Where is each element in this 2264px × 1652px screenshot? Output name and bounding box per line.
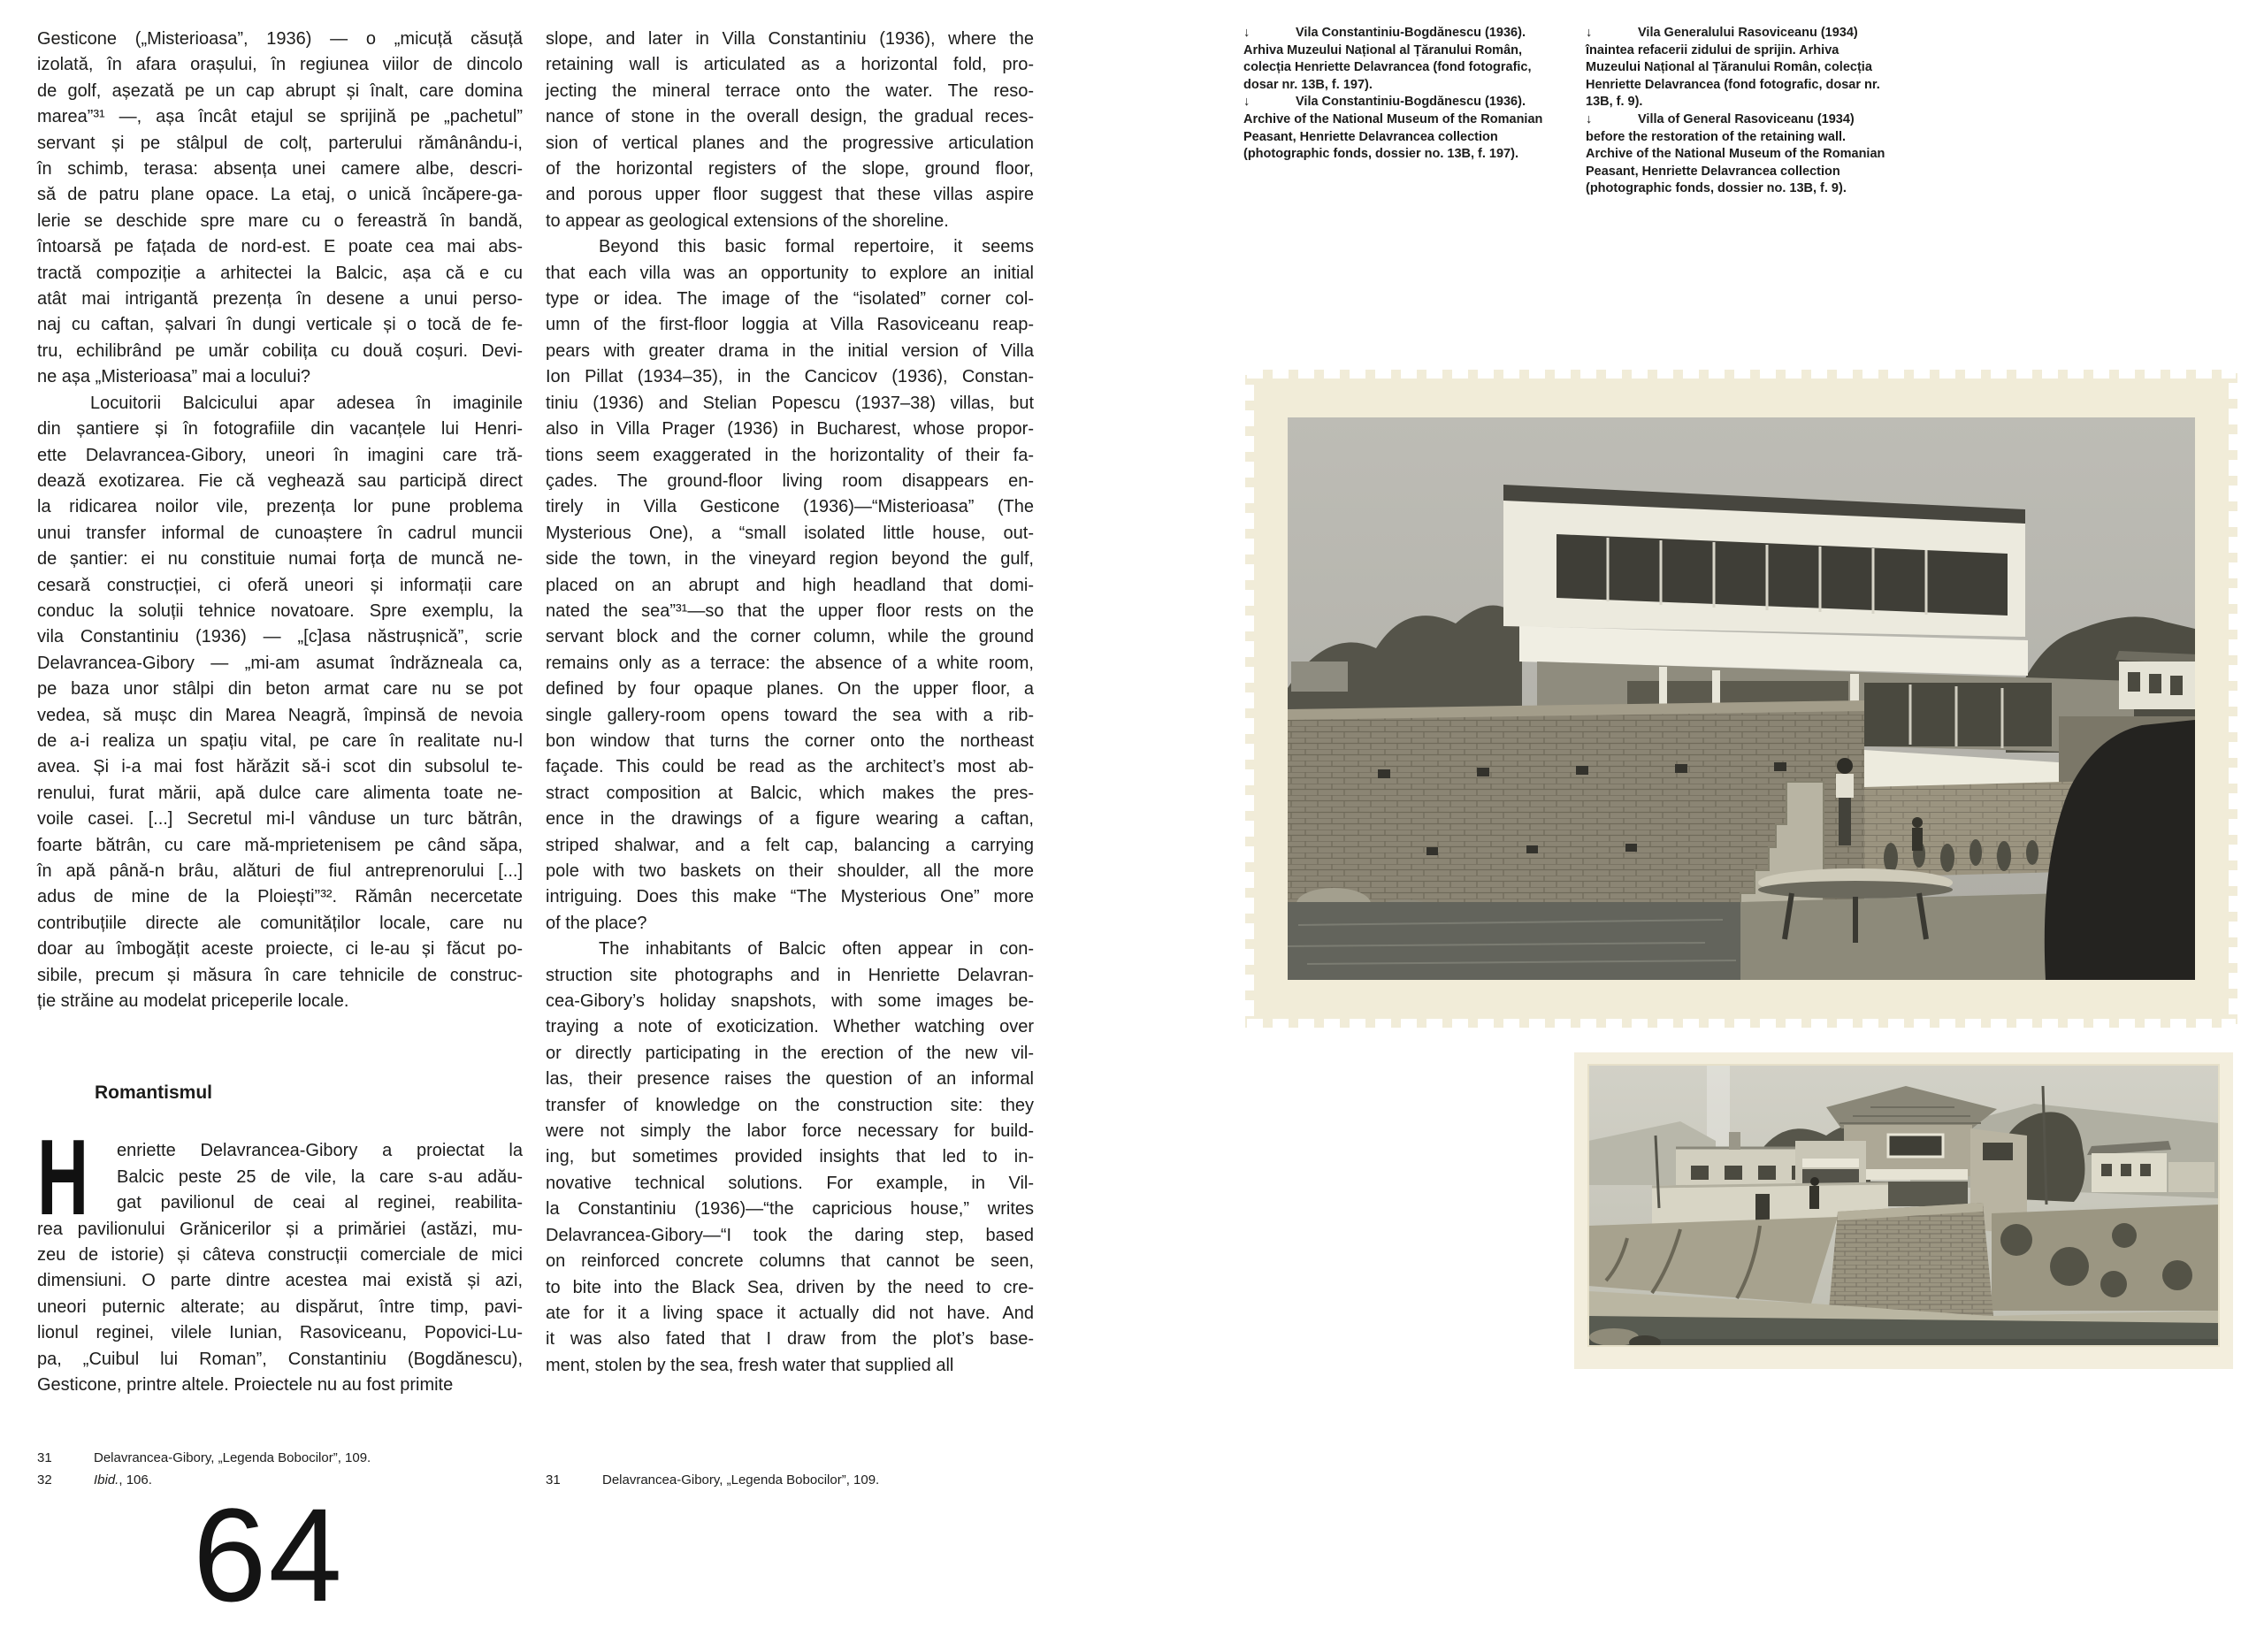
footnotes-middle (546, 1469, 1041, 1491)
slope-right (1992, 1205, 2219, 1311)
water-dark-band (1588, 1339, 2219, 1346)
page-number: 64 (193, 1480, 344, 1629)
footnote (37, 1447, 532, 1469)
child-figure (1912, 817, 1923, 851)
balcony-band (1866, 1169, 1968, 1180)
body-paragraph: Gesticone („Misterioasa”, 1936) — o „micuță căsuță izolată, în afara orașului, în regiunea viilor de dincolo de golf, așezată pe un cap abrupt și înalt, care domina marea”³¹ —, așa încât etajul se sprijină pe „pachetul” servant și pe stâlpul de colț, parterului rămânându-i, în schimb, terasa: absența unei camere albe, descri- să de patru plane opace. La etaj, o unică încăpere-ga- lerie se deschide spre mare cu o fereastră în bandă, întoarsă pe fațada de nord-est. E poate cea mai abs- tractă compoziție a arhitectei la Balcic, așa că e cu atât mai intrigantă prezența în desene a unui perso- naj cu caftan, șalvari în dungi verticale și o tocă de fe- tru, echilibrând pe umăr cobilița cu două coșuri. Devi- ne așa „Misterioasa” mai a locului? (37, 29, 523, 387)
caption-column-constantiniu (1243, 25, 1571, 164)
footnote-text: Ibid., 106. (94, 1472, 152, 1488)
caption-text: before the restoration of the retaining wall. Archive of the National Museum of the Romanian Peasant, Henriette Delavrancea collection (photographic fonds, dossier no. 13B, f. 9). (1586, 129, 1885, 196)
caption-block (1243, 94, 1571, 163)
tower-window (1983, 1143, 2013, 1160)
footnote-number: 31 (546, 1472, 561, 1488)
caption-text: Archive of the National Museum of the Romanian Peasant, Henriette Delavrancea collection (photographic fonds, dossier no. 13B, f. 197). (1243, 111, 1543, 162)
footnote-text: Delavrancea-Gibory, „Legenda Bobocilor”, 109. (602, 1472, 880, 1488)
drop-cap: H (37, 1117, 89, 1238)
caption-block (1243, 25, 1571, 94)
glazing (1864, 683, 2052, 746)
caption-block (1586, 111, 1932, 198)
round-table (1758, 868, 1953, 943)
window (1888, 1135, 1943, 1157)
english-text-column (546, 27, 1034, 1379)
down-arrow-icon: ↓ (1243, 26, 1251, 40)
neighbor-house (2115, 651, 2202, 709)
body-paragraph: The inhabitants of Balcic often appear in con- struction site photographs and in Henriette Delavran- cea-Gibory’s holiday snapshots, with some images be- traying a note of exoticization. Whether watching over or directly participating in the erection of the new vil- las, their presence raises the question of an informal transfer of knowledge on the construction site: they were not simply the labor force necessary for build- ing, but sometimes provided insights that led to in- novative technical solutions. For example, in Vil- la Constantiniu (1936)—“the capricious house,” writes Delavrancea-Gibory—“I took the daring step, based on reinforced concrete columns that cannot be seen, to bite into the Black Sea, driven by the need to cre- ate for it a living space it actually did not have. And it was also fated that I draw from the plot’s base- ment, stolen by the sea, fresh water that supplied all (546, 939, 1034, 1375)
dropcap-paragraph: H enriette Delavrancea-Gibory a proiectat la Balcic peste 25 de vile, la care s-au adău- gat pavilionul de ceai al reginei, reabilita- rea pavilionului Grănicerilor și a primăriei (astăzi, mu- zeu de istorie) și câteva construcții comerciale de mici dimensiuni. O parte dintre acestea mai există și azi, uneori puternic alterate; au dispărut, între timp, pavi- lionul reginei, vilele Iunian, Rasoviceanu, Popovici-Lu- pa, „Cuibul lui Roman”, Constantiniu (Bogdănescu), Gesticone, printre altele. Proiectele nu au fost primite (37, 1117, 523, 1396)
person-figure (1809, 1177, 1819, 1209)
footnote (546, 1469, 1041, 1491)
down-arrow-icon: ↓ (1243, 95, 1251, 110)
caption-column-rasoviceanu (1586, 25, 1932, 198)
caption-block (1586, 25, 1932, 111)
caption-title: Vila Generalului Rasoviceanu (1934) (1638, 26, 1858, 40)
sea-water (1288, 902, 1743, 980)
body-paragraph: slope, and later in Villa Constantiniu (1936), where the retaining wall is articulated as a horizontal fold, pro- jecting the mineral terrace onto the water. The reso- nance of stone in the overall design, the gradual reces- sion of vertical planes and the progressive articulation of the horizontal registers of the slope, ground floor, and porous upper floor suggest that these villas aspire to appear as geological extensions of the shoreline. (546, 29, 1034, 231)
caption-text: înaintea refacerii zidului de sprijin. Arhiva Muzeului Național al Țăranului Român, colecția Henriette Delavrancea (fond fotografic, dosar nr. 13B, f. 9). (1586, 42, 1880, 110)
down-arrow-icon: ↓ (1586, 26, 1593, 40)
down-arrow-icon: ↓ (1586, 111, 1593, 126)
caption-title: Vila Constantiniu-Bogdănescu (1936). (1296, 95, 1526, 110)
retaining-wall (1829, 1203, 1993, 1316)
photo-image (1588, 1065, 2219, 1350)
photo-image (1288, 417, 2202, 980)
photo-villa-constantiniu (1245, 370, 2237, 1028)
body-paragraph: Beyond this basic formal repertoire, it seems that each villa was an opportunity to explore an initial type or idea. The image of the “isolated” corner col- umn of the first-floor loggia at Villa Rasoviceanu reap- pears with greater drama in the initial version of Villa Ion Pillat (1934–35), in the Cancicov (1936), Constan- tiniu (1936) and Stelian Popescu (1937–38) villas, but also in Villa Prager (1936) in Bucharest, whose propor- tions seem exaggerated in the horizontality of their fa- çades. The ground-floor living room disappears en- tirely in Villa Gesticone (1936)—“Misterioasa” (The Mysterious One), a “small isolated little house, out- side the town, in the vineyard region beyond the gulf, placed on an abrupt and high headland that domi- nated the sea”³¹—so that the upper floor rests on the servant block and the corner column, while the ground remains only as a terrace: the absence of a white room, defined by four opaque planes. On the upper floor, a single gallery-room opens toward the sea with a rib- bon window that turns the corner onto the northeast façade. This could be read as the architect’s most ab- stract composition at Balcic, which makes the pres- ence in the drawings of a figure wearing a caftan, striped shalwar, and a felt cap, balancing a carrying pole with two baskets on their shoulder, all the more intriguing. Does this make “The Mysterious One” more of the place? (546, 237, 1034, 933)
section-heading: Romantismul (95, 1082, 213, 1104)
footnote-text: Delavrancea-Gibory, „Legenda Bobocilor”, 109. (94, 1450, 371, 1465)
house-far-left (1291, 662, 1348, 692)
caption-title: Villa of General Rasoviceanu (1934) (1638, 111, 1855, 126)
photo-villa-rasoviceanu (1574, 1052, 2233, 1369)
footnote-number: 32 (37, 1472, 52, 1488)
footnote-number: 31 (37, 1450, 52, 1465)
body-paragraph: Locuitorii Balcicului apar adesea în imaginile din șantiere și în fotografiile din vacanțele lui Henri- ette Delavrancea-Gibory, uneori în imagini care tră- dează exotizarea. Fie că veghează sau participă direct la ridicarea noilor vile, prezența lor pune problema unui transfer informal de cunoaștere în cadrul muncii de șantier: ei nu constituie numai forța de muncă ne- cesară construcției, ci oferă uneori și informații care conduc la soluții tehnice novatoare. Spre exemplu, la vila Constantiniu (1936) — „[c]asa năstrușnică”, scrie Delavrancea-Gibory — „mi-am asumat îndrăzneala ca, pe baza unor stâlpi din beton armat care nu se pot vedea, să mușc din Marea Neagră, împinsă de nevoia de a-i realiza un spațiu vital, pe care în realitate nu-l avea. Și i-a mai fost hărăzit să-i scot din subsolul te- renului, furat mării, apă dulce care alimenta toate ne- voile casei. [...] Secretul mi-l vânduse un turc bătrân, foarte bătrân, cu care mă-mprietenisem pe când săpa, în apă până-n brâu, alături de fiul antreprenorului [...] adus de mine de la Ploiești”³². Rămân necercetate contribuțiile directe ale comunităților locale, care nu doar au îmbogățit aceste proiecte, ci le-au și făcut po- sibile, precum și măsura în care tehnicile de construc- ție străine au modelat priceperile locale. (37, 393, 523, 1012)
caption-text: Arhiva Muzeului Național al Țăranului Român, colecția Henriette Delavrancea (fond fotografic, dosar nr. 13B, f. 197). (1243, 42, 1532, 92)
romanian-text-column (37, 27, 523, 1399)
chimney (1729, 1132, 1740, 1150)
caption-title: Vila Constantiniu-Bogdănescu (1936). (1296, 26, 1526, 40)
gate (1755, 1194, 1770, 1222)
